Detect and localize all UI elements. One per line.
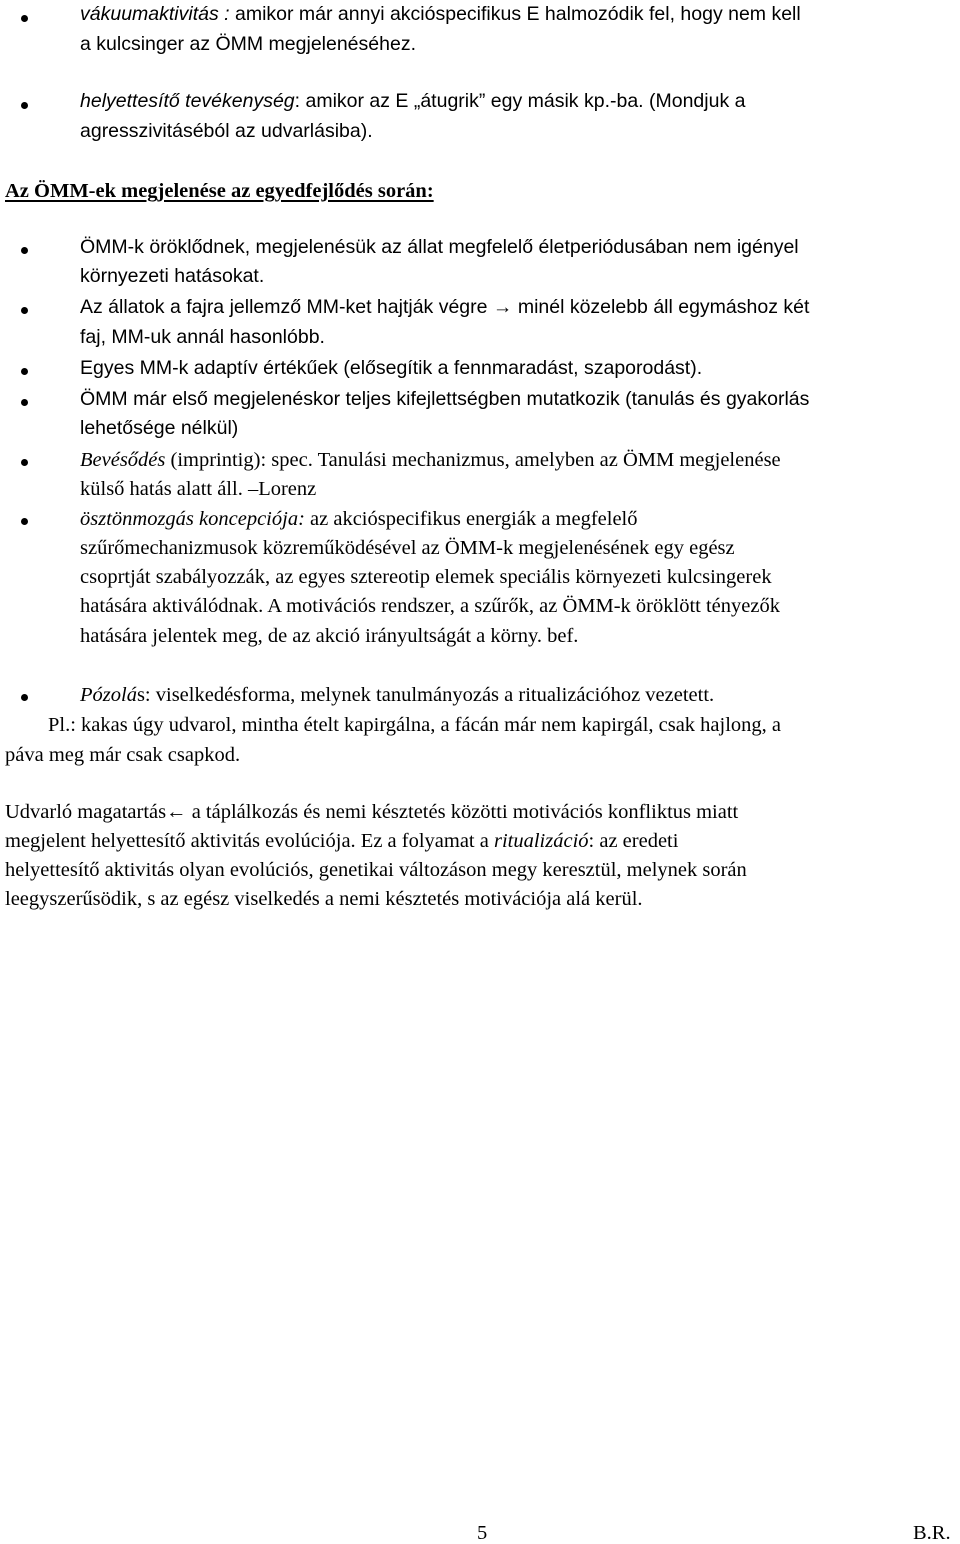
paragraph-line bbox=[5, 831, 678, 852]
item-text: s: viselkedésforma, melynek tanulmányozás a ritualizációhoz vezetett. bbox=[136, 684, 715, 706]
list-item: ÖMM már első megjelenéskor teljes kifejlettségben mutatkozik (tanulás és gyakorlás bbox=[80, 388, 810, 410]
bullet-icon bbox=[21, 247, 28, 254]
paragraph-line: Udvarló magatartás← a táplálkozás és nemi késztetés közötti motivációs konfliktus miatt bbox=[5, 801, 739, 823]
item-continuation: környezeti hatásokat. bbox=[80, 265, 265, 287]
bullet-icon bbox=[21, 399, 28, 406]
item-text: amikor már annyi akcióspecifikus E halmozódik fel, hogy nem kell bbox=[234, 3, 801, 25]
term-ritualizacio: ritualizáció bbox=[493, 830, 589, 852]
bullet-icon bbox=[21, 518, 28, 525]
term-separator: : bbox=[218, 3, 235, 25]
item-continuation: agresszivitáséból az udvarlásiba). bbox=[80, 120, 373, 142]
term-pozolas: Pózolá bbox=[80, 684, 137, 706]
list-item: Az állatok a fajra jellemző MM-ket hajtják végre → minél közelebb áll egymáshoz két bbox=[80, 296, 810, 318]
term-bevesodes: Bevésődés bbox=[80, 449, 166, 471]
bullet-icon bbox=[21, 15, 28, 22]
bullet-icon bbox=[21, 694, 28, 701]
paragraph-text: megjelent helyettesítő aktivitás evolúciója. Ez a folyamat a bbox=[5, 830, 494, 852]
item-text: az akcióspecifikus energiák a megfelelő bbox=[304, 508, 638, 530]
bullet-icon bbox=[21, 368, 28, 375]
page-number: 5 bbox=[477, 1522, 488, 1544]
term-separator: : bbox=[294, 90, 301, 112]
item-text: amikor az E „átugrik” egy másik kp.-ba. (Mondjuk a bbox=[300, 90, 746, 112]
list-item bbox=[80, 509, 638, 530]
list-item: ÖMM-k öröklődnek, megjelenésük az állat megfelelő életperiódusában nem igényel bbox=[80, 236, 799, 258]
example-line: páva meg már csak csapkod. bbox=[5, 744, 241, 766]
item-continuation: faj, MM-uk annál hasonlóbb. bbox=[80, 326, 325, 348]
list-item bbox=[80, 92, 745, 112]
list-item: Egyes MM-k adaptív értékűek (elősegítik a fennmaradást, szaporodást). bbox=[80, 357, 703, 379]
paragraph-line: helyettesítő aktivitás olyan evolúciós, genetikai változáson megy keresztül, melynek során bbox=[5, 859, 747, 881]
bullet-icon bbox=[21, 102, 28, 109]
section-heading: Az ÖMM-ek megjelenése az egyedfejlődés során: bbox=[5, 180, 434, 202]
paragraph-text: : az eredeti bbox=[588, 830, 679, 852]
item-continuation: külső hatás alatt áll. –Lorenz bbox=[80, 478, 317, 500]
bullet-icon bbox=[21, 307, 28, 314]
bullet-icon bbox=[21, 459, 28, 466]
item-continuation: csoprtját szabályozzák, az egyes sztereotip elemek speciális környezeti kulcsingerek bbox=[80, 566, 772, 588]
example-line: Pl.: kakas úgy udvarol, mintha ételt kapirgálna, a fácán már nem kapirgál, csak hajlong, a bbox=[48, 714, 782, 736]
author-initials: B.R. bbox=[913, 1522, 951, 1544]
item-continuation: lehetősége nélkül) bbox=[80, 417, 239, 439]
paragraph-line: leegyszerűsödik, s az egész viselkedés a nemi késztetés motivációja alá kerül. bbox=[5, 888, 643, 910]
term-vakuumaktivitas: vákuumaktivitás bbox=[80, 3, 219, 25]
term-helyettesito-tevekenyseg: helyettesítő tevékenység bbox=[80, 90, 295, 112]
item-continuation: hatására jelentek meg, de az akció irányultságát a körny. bef. bbox=[80, 625, 579, 647]
term-osztonmozgas-koncepcio: ösztönmozgás koncepciója: bbox=[80, 508, 305, 530]
item-continuation: szűrőmechanizmusok közreműködésével az ÖMM-k megjelenésének egy egész bbox=[80, 537, 735, 559]
item-text: (imprintig): spec. Tanulási mechanizmus, amelyben az ÖMM megjelenése bbox=[165, 449, 781, 471]
list-item bbox=[80, 685, 714, 706]
list-item bbox=[80, 450, 781, 471]
item-continuation: a kulcsinger az ÖMM megjelenéséhez. bbox=[80, 33, 416, 55]
list-item bbox=[80, 5, 801, 25]
item-continuation: hatására aktiválódnak. A motivációs rendszer, a szűrők, az ÖMM-k öröklött tényezők bbox=[80, 595, 780, 617]
